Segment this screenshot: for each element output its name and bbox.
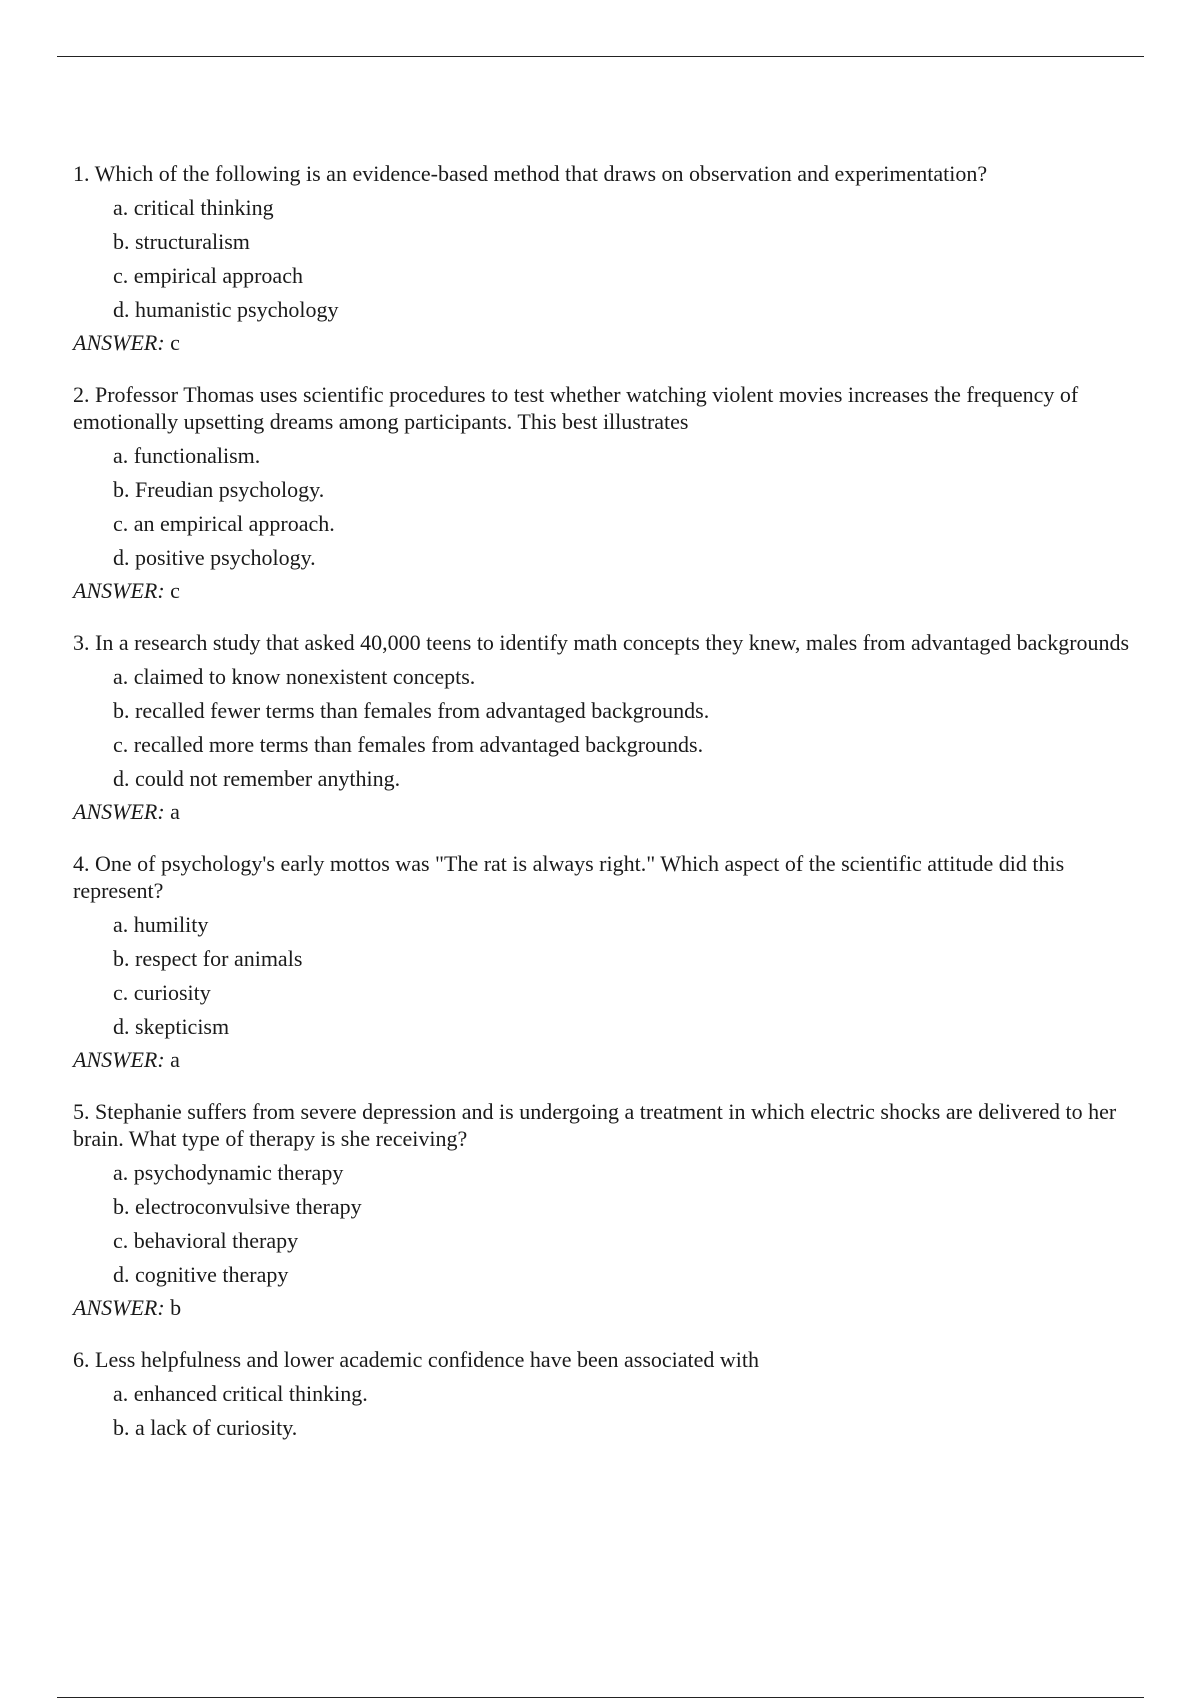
option-item [113, 1156, 1153, 1190]
option-text: positive psychology. [135, 545, 316, 570]
option-text: psychodynamic therapy [133, 1160, 344, 1185]
option-text: empirical approach [133, 263, 303, 288]
option-item [113, 541, 1153, 575]
option-item [113, 507, 1153, 541]
question-number: 5. [73, 1099, 90, 1124]
option-letter: c. [113, 732, 129, 757]
question-block [73, 850, 1153, 1076]
option-item [113, 259, 1153, 293]
answer-options [73, 1156, 1153, 1292]
option-letter: a. [113, 195, 129, 220]
option-text: enhanced critical thinking. [133, 1381, 368, 1406]
question-block [73, 160, 1153, 359]
answer-options [73, 908, 1153, 1044]
answer-line [73, 1292, 1153, 1324]
option-letter: a. [113, 443, 129, 468]
question-text [73, 160, 1153, 187]
question-block [73, 1346, 1153, 1445]
option-item [113, 439, 1153, 473]
option-letter: b. [113, 698, 130, 723]
question-text [73, 850, 1153, 904]
option-letter: a. [113, 1381, 129, 1406]
option-text: humanistic psychology [135, 297, 339, 322]
option-item [113, 942, 1153, 976]
option-letter: a. [113, 1160, 129, 1185]
option-text: cognitive therapy [135, 1262, 289, 1287]
question-block [73, 381, 1153, 607]
answer-options [73, 191, 1153, 327]
question-text [73, 1098, 1153, 1152]
question-text [73, 1346, 1153, 1373]
question-number: 3. [73, 630, 90, 655]
option-text: an empirical approach. [133, 511, 335, 536]
answer-label: ANSWER: [73, 578, 165, 603]
option-text: behavioral therapy [133, 1228, 299, 1253]
option-text: functionalism. [133, 443, 261, 468]
option-letter: b. [113, 477, 130, 502]
option-letter: b. [113, 1194, 130, 1219]
answer-value: c [170, 330, 180, 355]
question-stem: One of psychology's early mottos was "The rat is always right." Which aspect of the scientific attitude did this represent? [73, 851, 1065, 903]
answer-label: ANSWER: [73, 799, 165, 824]
option-letter: d. [113, 545, 130, 570]
option-item [113, 694, 1153, 728]
option-letter: c. [113, 263, 129, 288]
question-list [73, 160, 1153, 1467]
option-item [113, 1411, 1153, 1445]
answer-value: b [170, 1295, 182, 1320]
option-item [113, 293, 1153, 327]
question-number: 1. [73, 161, 90, 186]
answer-value: a [170, 799, 180, 824]
option-text: could not remember anything. [135, 766, 401, 791]
question-stem: Stephanie suffers from severe depression and is undergoing a treatment in which electric shocks are delivered to her brain. What type of therapy is she receiving? [73, 1099, 1117, 1151]
option-letter: b. [113, 946, 130, 971]
option-text: recalled more terms than females from advantaged backgrounds. [133, 732, 704, 757]
option-item [113, 976, 1153, 1010]
option-item [113, 1190, 1153, 1224]
answer-options [73, 660, 1153, 796]
option-item [113, 1224, 1153, 1258]
question-number: 4. [73, 851, 90, 876]
question-text [73, 629, 1153, 656]
question-number: 6. [73, 1347, 90, 1372]
answer-label: ANSWER: [73, 1047, 165, 1072]
option-text: curiosity [133, 980, 211, 1005]
option-item [113, 473, 1153, 507]
question-stem: Which of the following is an evidence-based method that draws on observation and experimentation? [94, 161, 988, 186]
option-text: recalled fewer terms than females from advantaged backgrounds. [135, 698, 710, 723]
answer-line [73, 327, 1153, 359]
question-block [73, 1098, 1153, 1324]
top-divider [57, 56, 1144, 57]
option-letter: c. [113, 980, 129, 1005]
answer-options [73, 1377, 1153, 1445]
option-text: claimed to know nonexistent concepts. [133, 664, 476, 689]
option-text: skepticism [135, 1014, 230, 1039]
answer-label: ANSWER: [73, 1295, 165, 1320]
option-item [113, 191, 1153, 225]
option-text: critical thinking [133, 195, 274, 220]
bottom-divider [57, 1697, 1144, 1698]
option-text: respect for animals [135, 946, 303, 971]
question-text [73, 381, 1153, 435]
option-text: structuralism [135, 229, 250, 254]
option-text: humility [133, 912, 209, 937]
question-stem: Less helpfulness and lower academic confidence have been associated with [95, 1347, 760, 1372]
option-letter: b. [113, 229, 130, 254]
option-item [113, 1377, 1153, 1411]
option-letter: b. [113, 1415, 130, 1440]
answer-value: a [170, 1047, 180, 1072]
option-text: Freudian psychology. [135, 477, 325, 502]
question-stem: Professor Thomas uses scientific procedures to test whether watching violent movies increases the frequency of emotionally upsetting dreams among participants. This best illustrates [73, 382, 1079, 434]
option-letter: d. [113, 1262, 130, 1287]
answer-line [73, 1044, 1153, 1076]
option-item [113, 762, 1153, 796]
answer-label: ANSWER: [73, 330, 165, 355]
option-item [113, 908, 1153, 942]
option-item [113, 728, 1153, 762]
answer-line [73, 796, 1153, 828]
option-letter: c. [113, 1228, 129, 1253]
option-item [113, 225, 1153, 259]
question-block [73, 629, 1153, 828]
answer-value: c [170, 578, 180, 603]
option-text: a lack of curiosity. [135, 1415, 298, 1440]
option-item [113, 660, 1153, 694]
option-item [113, 1010, 1153, 1044]
option-letter: d. [113, 297, 130, 322]
question-number: 2. [73, 382, 90, 407]
option-letter: d. [113, 1014, 130, 1039]
question-stem: In a research study that asked 40,000 teens to identify math concepts they knew, males from advantaged backgrounds [95, 630, 1130, 655]
answer-line [73, 575, 1153, 607]
answer-options [73, 439, 1153, 575]
option-text: electroconvulsive therapy [135, 1194, 362, 1219]
option-letter: a. [113, 664, 129, 689]
option-letter: a. [113, 912, 129, 937]
option-letter: c. [113, 511, 129, 536]
option-item [113, 1258, 1153, 1292]
option-letter: d. [113, 766, 130, 791]
